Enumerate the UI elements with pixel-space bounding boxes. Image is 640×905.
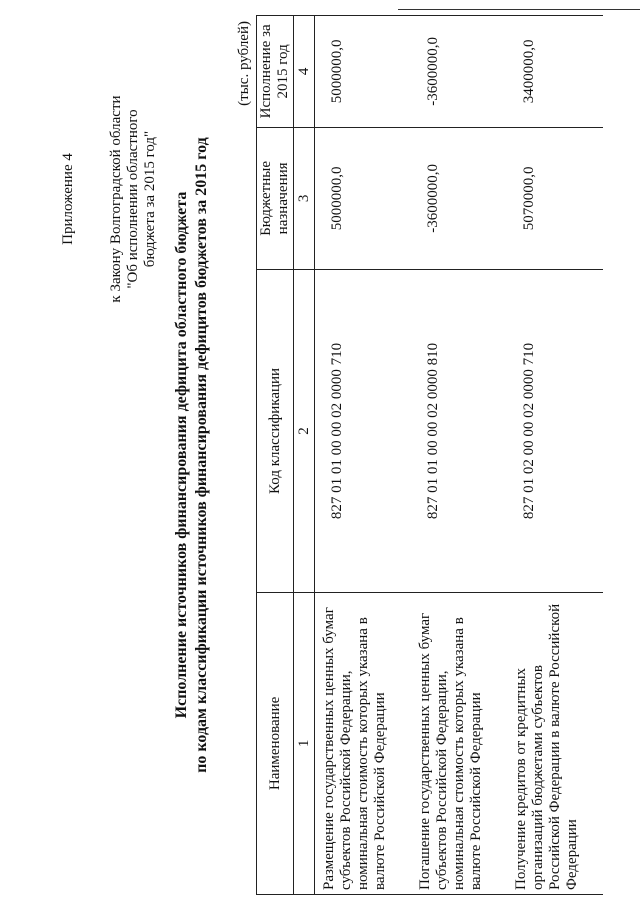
law-reference-line: к Закону Волгоградской области xyxy=(108,95,124,303)
row-exec: -3600000,0 xyxy=(411,16,507,128)
row-code: 827 01 02 00 00 02 0000 710 xyxy=(507,270,603,593)
table-row xyxy=(507,16,603,895)
row-code: 827 01 01 00 00 02 0000 810 xyxy=(411,270,507,593)
column-number: 2 xyxy=(294,270,315,593)
column-number: 3 xyxy=(294,127,315,269)
law-reference-line: бюджета за 2015 год" xyxy=(142,130,158,268)
table-row xyxy=(315,16,412,895)
row-plan: 5070000,0 xyxy=(507,127,603,269)
table-row xyxy=(411,16,507,895)
law-reference xyxy=(108,19,159,379)
column-header-plan: Бюджетные назначения xyxy=(257,127,294,269)
column-header-code: Код классификации xyxy=(257,270,294,593)
rotated-page xyxy=(10,15,630,895)
column-header-name: Наименование xyxy=(257,592,294,894)
row-name: Получение кредитов от кредитных организаций бюджетами субъектов Российской Федерации в валюте Российской Федерации xyxy=(507,592,603,894)
law-reference-line: "Об исполнении областного xyxy=(125,109,141,289)
document-title-line-2: по кодам классификации источников финансирования дефицитов бюджетов за 2015 год xyxy=(193,137,210,773)
document-title-line-1: Исполнение источников финансирования дефицита областного бюджета xyxy=(173,191,190,719)
annex-label: Приложение 4 xyxy=(60,153,76,245)
row-name: Погашение государственных ценных бумаг субъектов Российской Федерации, номинальная стоимость которых указана в валюте Российской Федерации xyxy=(411,592,507,894)
column-header-exec: Исполнение за 2015 год xyxy=(257,16,294,128)
row-exec: 5000000,0 xyxy=(315,16,412,128)
row-name: Размещение государственных ценных бумаг субъектов Российской Федерации, номинальная стоимость которых указана в валюте Российской Федерации xyxy=(315,592,412,894)
row-plan: -3600000,0 xyxy=(411,127,507,269)
units-label: (тыс. рублей) xyxy=(236,21,252,106)
column-number: 1 xyxy=(294,592,315,894)
column-number: 4 xyxy=(294,16,315,128)
row-plan: 5000000,0 xyxy=(315,127,412,269)
sources-table xyxy=(256,15,603,895)
row-code: 827 01 01 00 00 02 0000 710 xyxy=(315,270,412,593)
row-exec: 3400000,0 xyxy=(507,16,603,128)
top-rule xyxy=(398,9,640,10)
